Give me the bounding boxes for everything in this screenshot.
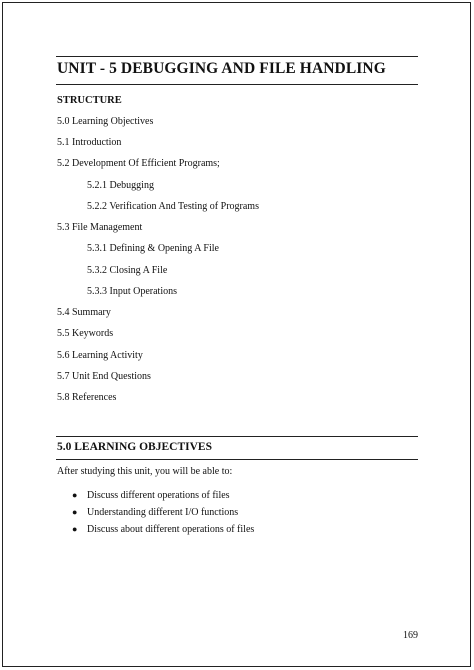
title-top-rule: [56, 56, 418, 57]
toc-subitem: 5.3.2 Closing A File: [87, 265, 168, 276]
section-top-rule: [56, 436, 418, 437]
objective-text: Discuss different operations of files: [87, 490, 230, 501]
toc-subitem: 5.2.2 Verification And Testing of Programs: [87, 201, 259, 212]
section-bottom-rule: [56, 459, 418, 460]
toc-item: 5.5 Keywords: [57, 328, 114, 339]
toc-item: 5.4 Summary: [57, 307, 111, 318]
toc-item: 5.8 References: [57, 392, 117, 403]
bullet-icon: ●: [72, 490, 78, 500]
objectives-intro: After studying this unit, you will be able to:: [57, 466, 233, 477]
toc-item: 5.3 File Management: [57, 222, 143, 233]
objective-text: Understanding different I/O functions: [87, 507, 239, 518]
page-number: 169: [403, 630, 418, 641]
toc-subitem: 5.2.1 Debugging: [87, 180, 154, 191]
toc-item: 5.2 Development Of Efficient Programs;: [57, 158, 220, 169]
learning-objectives-heading: 5.0 LEARNING OBJECTIVES: [57, 441, 212, 453]
bullet-icon: ●: [72, 507, 78, 517]
objective-bullet: [72, 491, 230, 501]
objective-bullet: [72, 508, 238, 518]
bullet-icon: ●: [72, 524, 78, 534]
structure-heading: STRUCTURE: [57, 95, 122, 106]
toc-subitem: 5.3.1 Defining & Opening A File: [87, 243, 219, 254]
unit-title: UNIT - 5 DEBUGGING AND FILE HANDLING: [57, 60, 386, 77]
objective-text: Discuss about different operations of files: [87, 524, 255, 535]
objective-bullet: [72, 525, 254, 535]
title-bottom-rule: [56, 84, 418, 85]
toc-item: 5.7 Unit End Questions: [57, 371, 151, 382]
toc-item: 5.1 Introduction: [57, 137, 122, 148]
toc-item: 5.6 Learning Activity: [57, 350, 143, 361]
toc-subitem: 5.3.3 Input Operations: [87, 286, 177, 297]
toc-item: 5.0 Learning Objectives: [57, 116, 154, 127]
